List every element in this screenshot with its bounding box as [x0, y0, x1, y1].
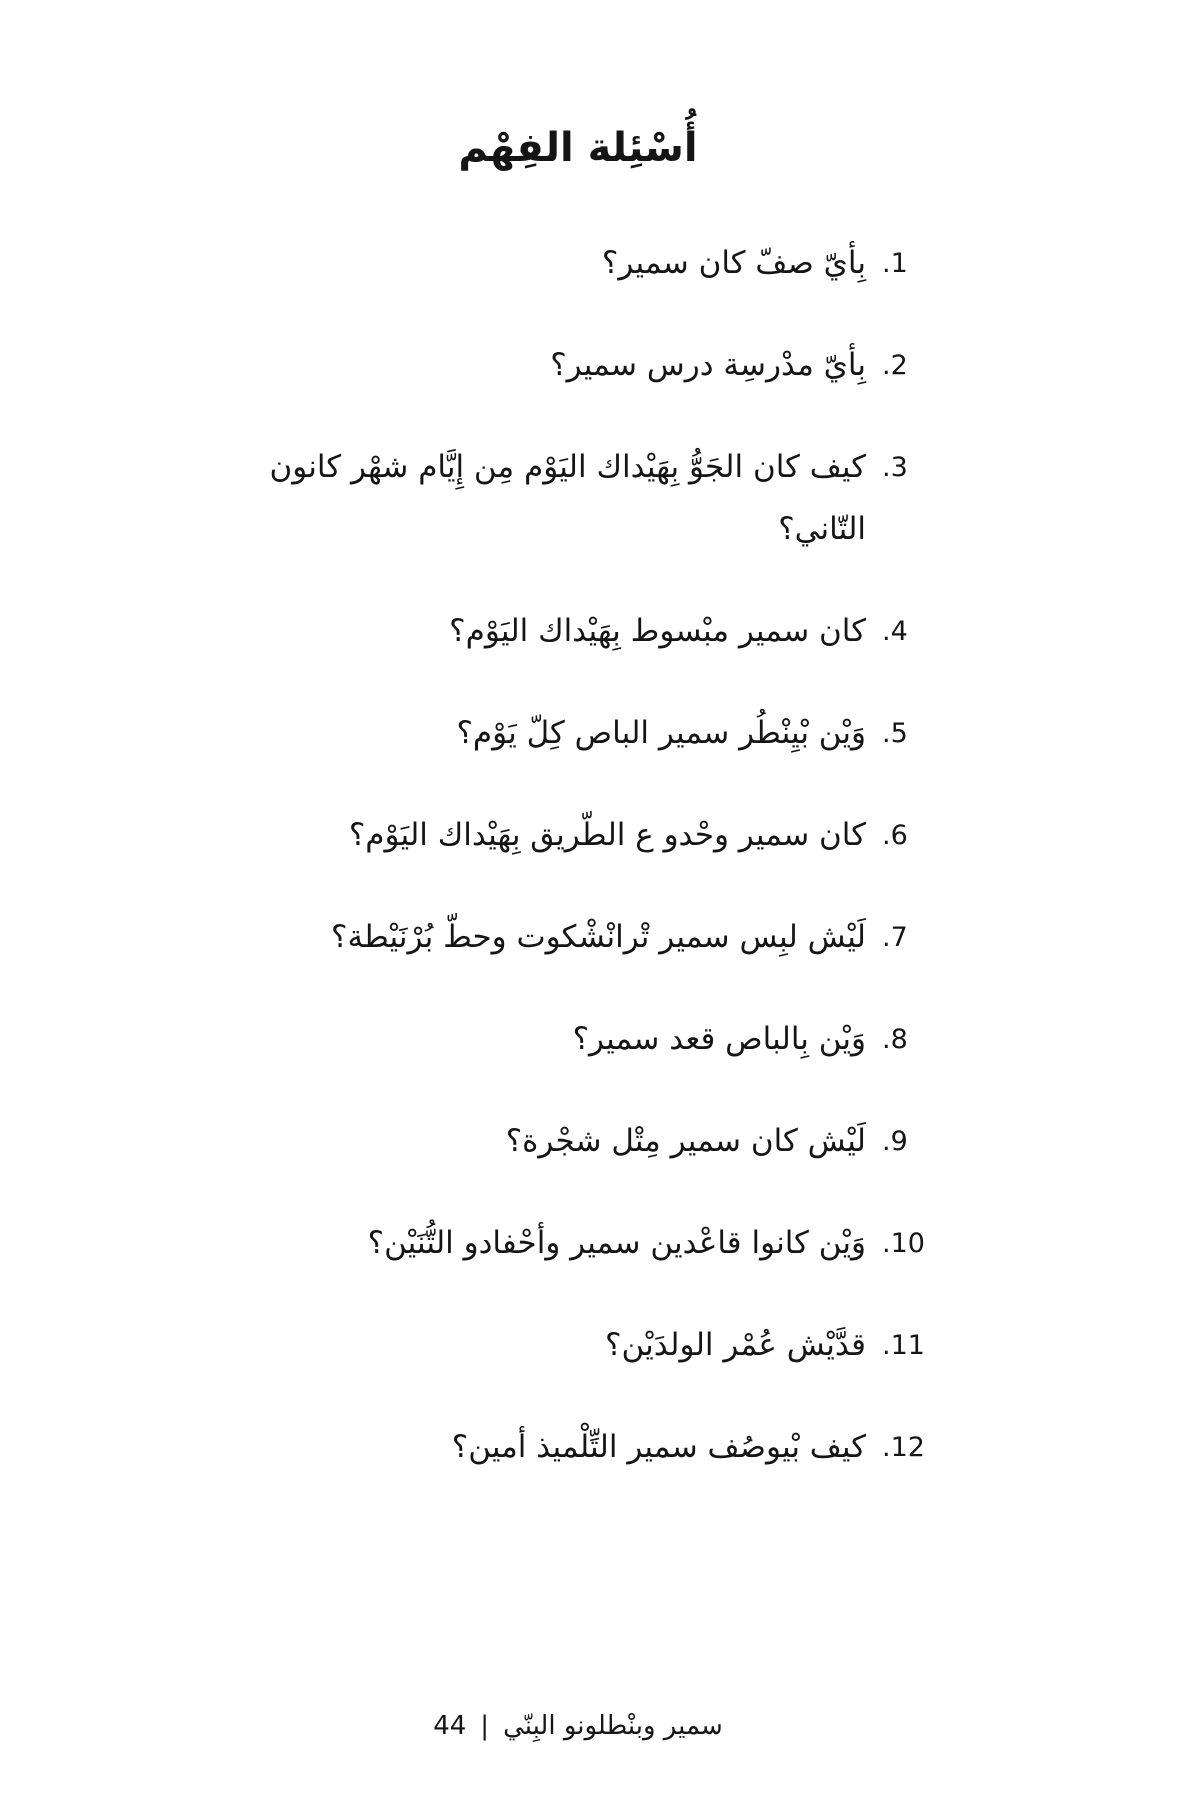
- question-text: كيف بْيوصُف سمير التِّلْميذ أمين؟: [451, 1429, 866, 1465]
- comprehension-questions-list: [228, 232, 928, 1478]
- question-number: 1.: [882, 248, 908, 279]
- question-text: لَيْش لبِس سمير تْرانْشْكوت وحطّ بُرْنَيْطة؟: [331, 919, 866, 955]
- question-text: وَيْن كانوا قاعْدين سمير وأحْفادو التُّنَيْن؟: [367, 1225, 866, 1261]
- page-footer: [228, 1706, 928, 1748]
- question-item: [228, 1212, 928, 1274]
- question-text: كيف كان الجَوُّ بِهَيْداك اليَوْم مِن إِيَّام شهْر كانون التّاني؟: [269, 449, 866, 547]
- question-text: وَيْن بْيِنْطُر سمير الباص كِلّ يَوْم؟: [456, 715, 866, 751]
- question-number: 3.: [882, 452, 908, 483]
- question-number: 6.: [882, 820, 908, 851]
- question-text: كان سمير وحْدو ع الطّريق بِهَيْداك اليَوْم؟: [348, 817, 866, 853]
- question-number: 7.: [882, 922, 908, 953]
- question-item: [228, 334, 928, 396]
- page-content: [228, 118, 928, 1518]
- question-text: بِأيّ صفّ كان سمير؟: [601, 245, 866, 281]
- question-item: [228, 1416, 928, 1478]
- question-number: 10.: [882, 1228, 925, 1259]
- question-number: 8.: [882, 1024, 908, 1055]
- question-text: كان سمير مبْسوط بِهَيْداك اليَوْم؟: [449, 613, 866, 649]
- question-number: 11.: [882, 1330, 925, 1361]
- question-item: [228, 1314, 928, 1376]
- question-number: 2.: [882, 350, 908, 381]
- question-item: [228, 804, 928, 866]
- question-item: [228, 1008, 928, 1070]
- question-item: [228, 702, 928, 764]
- question-number: 4.: [882, 616, 908, 647]
- page-title: أُسْئِلة الفِهْم: [458, 125, 698, 171]
- question-number: 12.: [882, 1432, 925, 1463]
- question-text: قدَّيْش عُمْر الولدَيْن؟: [605, 1327, 866, 1363]
- question-item: [228, 906, 928, 968]
- question-text: بِأيّ مدْرسِة درس سمير؟: [550, 347, 866, 383]
- question-text: وَيْن بِالباص قعد سمير؟: [572, 1021, 866, 1057]
- question-item: [228, 436, 928, 560]
- question-item: [228, 232, 928, 294]
- question-item: [228, 1110, 928, 1172]
- question-number: 5.: [882, 718, 908, 749]
- question-number: 9.: [882, 1126, 908, 1157]
- footer-book-title: سمير وبنْطلونو البِنّي: [503, 1711, 723, 1742]
- footer-separator: |: [480, 1711, 490, 1742]
- footer-page-number: 44: [433, 1711, 467, 1742]
- question-item: [228, 600, 928, 662]
- question-text: لَيْش كان سمير مِتْل شجْرة؟: [505, 1123, 866, 1159]
